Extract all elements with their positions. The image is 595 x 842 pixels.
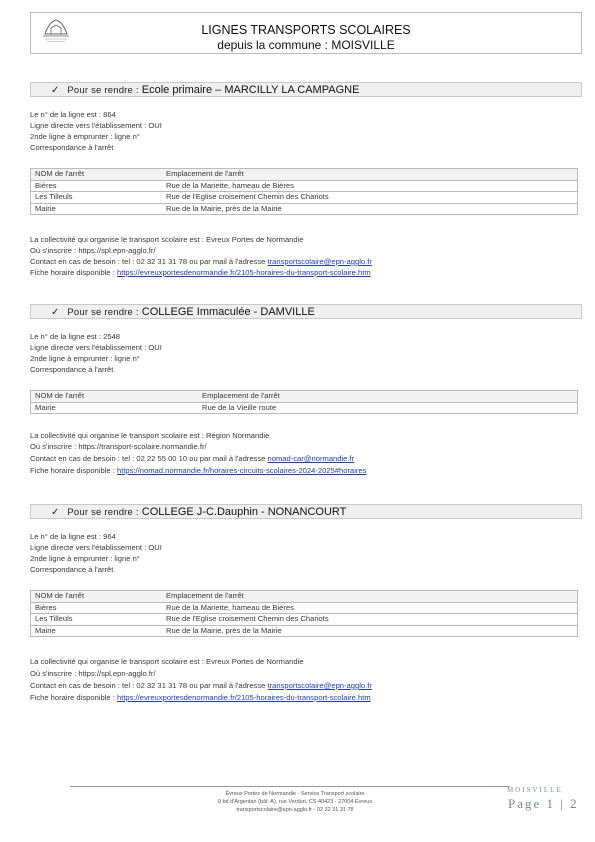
correspondence-row: Correspondance à l'arrêt xyxy=(30,365,114,374)
school-name: COLLEGE J-C.Dauphin - NONANCOURT xyxy=(141,506,347,518)
page-number: 1 xyxy=(546,796,556,811)
footer-divider xyxy=(70,786,510,787)
organiser-row: La collectivité qui organise le transport scolaire est : Région Normandie xyxy=(30,431,270,440)
schedule-row: Fiche horaire disponible : https://evreuxportesdenormandie.fr/2105-horaires-du-transport-scolaire.htm xyxy=(30,268,371,277)
checkmark-icon: ✓ xyxy=(51,507,60,518)
checkmark-icon: ✓ xyxy=(51,307,60,318)
col-stop-name: NOM de l'arrêt xyxy=(31,591,163,603)
table-row: Les Tilleuls Rue de l'Eglise croisement Chemin des Chariots xyxy=(31,192,578,204)
school-name: COLLEGE Immaculée - DAMVILLE xyxy=(141,306,315,318)
footer-address: 9 bd d'Argentan (bât. A), rue Verdun, CS 40423 - 27004 Évreux xyxy=(217,799,373,805)
table-row: Bières Rue de la Mariette, hameau de Bières xyxy=(31,602,578,614)
line-number-row: Le n° de la ligne est : 864 xyxy=(30,110,116,119)
document-subtitle: depuis la commune : MOISVILLE xyxy=(217,38,395,52)
col-stop-name: NOM de l'arrêt xyxy=(31,169,163,181)
section-prefix: Pour se rendre : xyxy=(67,507,139,518)
col-stop-name: NOM de l'arrêt xyxy=(31,391,199,403)
register-row: Où s'inscrire : https://spl.epn-agglo.fr/ xyxy=(30,246,156,255)
second-line-row: 2nde ligne à emprunter : ligne n° xyxy=(30,354,140,363)
section-prefix: Pour se rendre : xyxy=(67,307,139,318)
table-row: Mairie Rue de la Vieille route xyxy=(31,402,578,414)
table-header-row xyxy=(31,169,578,181)
register-row: Où s'inscrire : https://spl.epn-agglo.fr/ xyxy=(30,669,156,678)
col-stop-location: Emplacement de l'arrêt xyxy=(162,169,578,181)
second-line-row: 2nde ligne à emprunter : ligne n° xyxy=(30,132,140,141)
schedule-link[interactable]: https://nomad.normandie.fr/horaires-circuits-scolaires-2024-2025#horaires xyxy=(116,466,367,475)
page-indicator: Page 1 | 2 xyxy=(508,796,579,811)
footer-org: Évreux Portes de Normandie - Service Transport scolaire xyxy=(225,791,365,797)
section-header xyxy=(30,504,582,519)
col-stop-location: Emplacement de l'arrêt xyxy=(198,391,578,403)
schedule-row: Fiche horaire disponible : https://nomad.normandie.fr/horaires-circuits-scolaires-2024-2025#horaires xyxy=(30,466,367,475)
line-number-value: 2548 xyxy=(103,332,121,341)
schedule-row: Fiche horaire disponible : https://evreuxportesdenormandie.fr/2105-horaires-du-transport-scolaire.htm xyxy=(30,693,371,702)
correspondence-row: Correspondance à l'arrêt xyxy=(30,143,114,152)
checkmark-icon: ✓ xyxy=(51,85,60,96)
organiser-value: Evreux Portes de Normandie xyxy=(206,657,304,666)
line-number-value: 964 xyxy=(103,532,116,541)
document-header xyxy=(30,12,582,54)
table-header-row xyxy=(31,591,578,603)
second-line-row: 2nde ligne à emprunter : ligne n° xyxy=(30,554,140,563)
footer-contact: transportscolaire@epn-agglo.fr - 02 32 31 31 78 xyxy=(236,807,354,813)
email-link[interactable]: transportscolaire@epn-agglo.fr xyxy=(267,257,372,266)
contact-row: Contact en cas de besoin : tel : 02 32 31 31 78 ou par mail à l'adresse transportscolaire@epn-agglo.fr xyxy=(30,257,372,266)
section-header xyxy=(30,82,582,97)
line-number-row: Le n° de la ligne est : 2548 xyxy=(30,332,121,341)
organiser-value: Evreux Portes de Normandie xyxy=(206,235,304,244)
page-label: Page xyxy=(508,796,542,811)
page-total: 2 xyxy=(570,796,579,811)
footer-town: MOISVILLE xyxy=(507,786,563,794)
schedule-link[interactable]: https://evreuxportesdenormandie.fr/2105-horaires-du-transport-scolaire.htm xyxy=(116,693,371,702)
direct-line-row: Ligne directe vers l'établissement : OUI xyxy=(30,121,162,130)
footer-address-block xyxy=(150,790,440,814)
direct-line-row: Ligne directe vers l'établissement : OUI xyxy=(30,543,162,552)
email-link[interactable]: nomad-car@normandie.fr xyxy=(267,454,355,463)
stops-table xyxy=(30,390,578,414)
organiser-row: La collectivité qui organise le transport scolaire est : Evreux Portes de Normandie xyxy=(30,657,304,666)
email-link[interactable]: transportscolaire@epn-agglo.fr xyxy=(267,681,372,690)
line-number-row: Le n° de la ligne est : 964 xyxy=(30,532,116,541)
register-link[interactable]: https://spl.epn-agglo.fr/ xyxy=(78,246,156,255)
section-header xyxy=(30,304,582,319)
school-name: Ecole primaire – MARCILLY LA CAMPAGNE xyxy=(141,84,360,96)
table-row: Bières Rue de la Mariette, hameau de Bières xyxy=(31,180,578,192)
line-number-value: 864 xyxy=(103,110,116,119)
table-row: Mairie Rue de la Mairie, près de la Mairie xyxy=(31,625,578,637)
contact-row: Contact en cas de besoin : tel : 02 32 31 31 78 ou par mail à l'adresse transportscolaire@epn-agglo.fr xyxy=(30,681,372,690)
direct-line-value: OUI xyxy=(148,543,162,552)
stops-table xyxy=(30,168,578,215)
correspondence-row: Correspondance à l'arrêt xyxy=(30,565,114,574)
phone-value: 02 32 31 31 78 xyxy=(136,257,188,266)
register-row: Où s'inscrire : https://transport-scolaire.normandie.fr/ xyxy=(30,442,207,451)
phone-value: 02 32 31 31 78 xyxy=(136,681,188,690)
table-row: Mairie Rue de la Mairie, près de la Mairie xyxy=(31,203,578,215)
phone-value: 02 22 55 00 10 xyxy=(136,454,188,463)
contact-row: Contact en cas de besoin : tel : 02 22 55 00 10 ou par mail à l'adresse nomad-car@normandie.fr xyxy=(30,454,355,463)
organiser-row: La collectivité qui organise le transport scolaire est : Evreux Portes de Normandie xyxy=(30,235,304,244)
direct-line-value: OUI xyxy=(148,343,162,352)
register-link[interactable]: https://transport-scolaire.normandie.fr/ xyxy=(78,442,207,451)
table-row: Les Tilleuls Rue de l'Eglise croisement Chemin des Chariots xyxy=(31,614,578,626)
document-title: LIGNES TRANSPORTS SCOLAIRES xyxy=(201,23,411,37)
organiser-value: Région Normandie xyxy=(206,431,270,440)
direct-line-value: OUI xyxy=(148,121,162,130)
col-stop-location: Emplacement de l'arrêt xyxy=(162,591,578,603)
table-header-row xyxy=(31,391,578,403)
stops-table xyxy=(30,590,578,637)
register-link[interactable]: https://spl.epn-agglo.fr/ xyxy=(78,669,156,678)
direct-line-row: Ligne directe vers l'établissement : OUI xyxy=(30,343,162,352)
section-prefix: Pour se rendre : xyxy=(67,85,139,96)
schedule-link[interactable]: https://evreuxportesdenormandie.fr/2105-horaires-du-transport-scolaire.htm xyxy=(116,268,371,277)
